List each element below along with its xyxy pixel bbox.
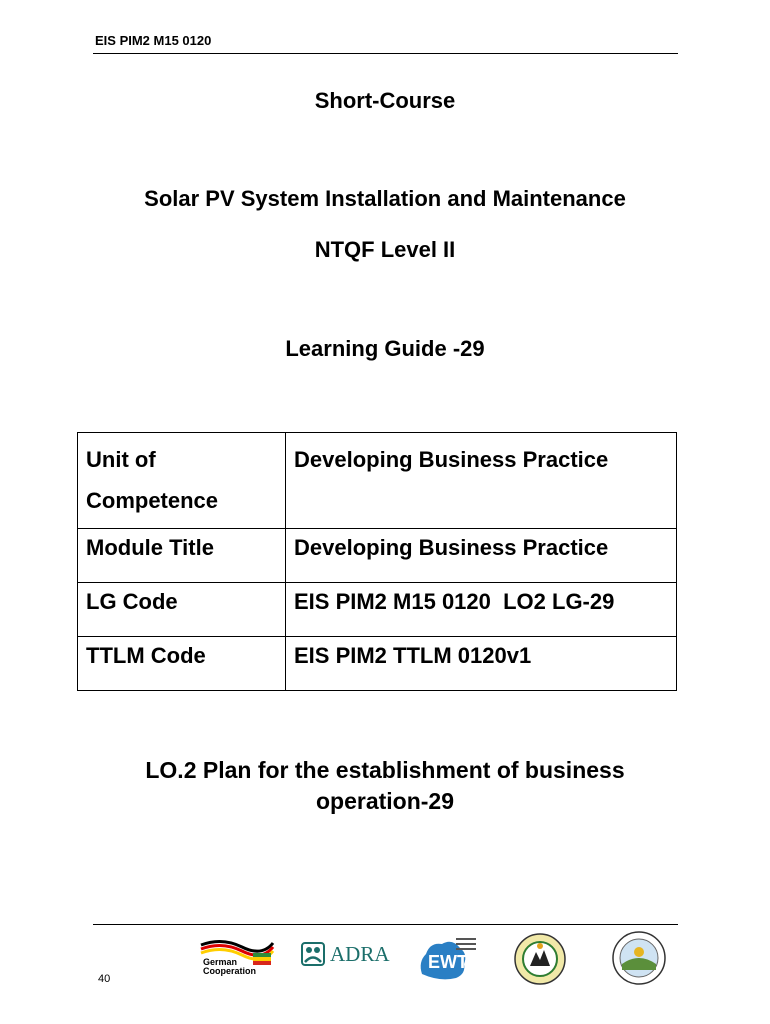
row-value: EIS PIM2 M15 0120 LO2 LG-29 [286, 583, 677, 637]
learning-outcome [0, 755, 770, 817]
ewti-text: EWTI [428, 952, 473, 972]
course-name-title: Solar PV System Installation and Maintenance [144, 186, 626, 211]
row-value: Developing Business Practice [286, 529, 677, 583]
header-code: EIS PIM2 M15 0120 [95, 33, 212, 48]
german-line1: German [203, 957, 238, 967]
level-title: NTQF Level II [314, 237, 456, 262]
row-label: TTLM Code [78, 637, 286, 691]
table-row [78, 433, 677, 529]
table-row [78, 583, 677, 637]
bureau-seal-logo [610, 930, 668, 986]
german-line2: Cooperation [203, 966, 256, 976]
header-divider [93, 53, 678, 54]
table-row [78, 637, 677, 691]
row-value: Developing Business Practice [286, 433, 677, 529]
info-table [77, 432, 677, 691]
adra-logo [300, 940, 390, 968]
row-value: EIS PIM2 TTLM 0120v1 [286, 637, 677, 691]
german-cooperation-logo [197, 935, 275, 985]
ewti-logo [416, 934, 478, 982]
row-label: Unit of Competence [78, 433, 286, 529]
row-label: LG Code [78, 583, 286, 637]
table-row [78, 529, 677, 583]
row-label: Module Title [78, 529, 286, 583]
learning-outcome-line1: LO.2 Plan for the establishment of business [145, 757, 625, 783]
page-number: 40 [98, 973, 111, 985]
college-seal-logo [512, 932, 568, 986]
footer-divider [93, 924, 678, 925]
learning-guide-title: Learning Guide -29 [285, 336, 485, 361]
adra-text: ADRA [330, 942, 390, 966]
learning-outcome-line2: operation-29 [315, 788, 455, 814]
course-type-title: Short-Course [314, 88, 456, 113]
adra-emblem-icon [300, 941, 326, 967]
